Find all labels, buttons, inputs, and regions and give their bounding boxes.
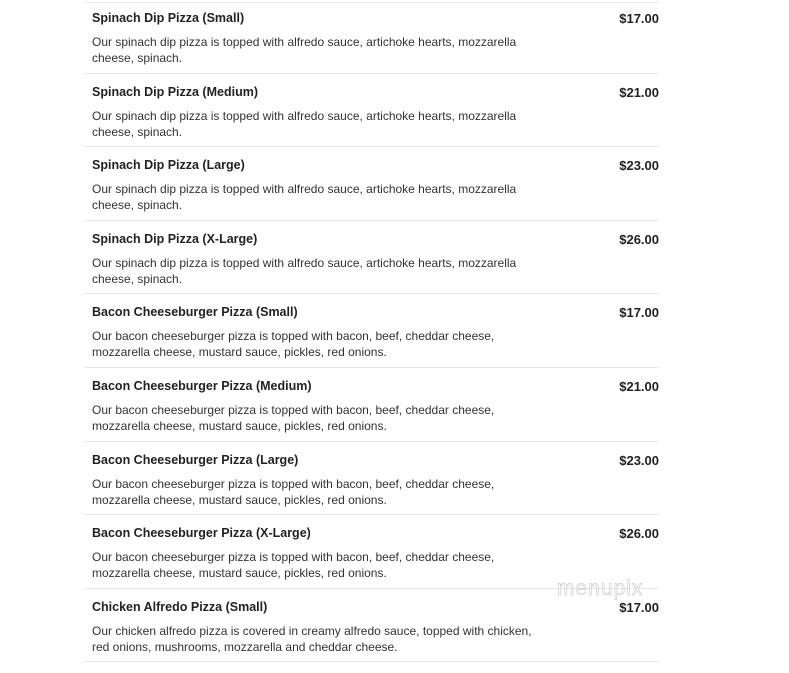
menu-item[interactable]: [84, 147, 659, 221]
menu-item[interactable]: [84, 368, 659, 442]
item-description: Our bacon cheeseburger pizza is topped with bacon, beef, cheddar cheese, mozzarella cheese, mustard sauce, pickles, red onions.: [92, 476, 495, 507]
item-name: Bacon Cheeseburger Pizza (Large): [92, 452, 299, 467]
item-description: Our spinach dip pizza is topped with alfredo sauce, artichoke hearts, mozzarella cheese, spinach.: [92, 255, 517, 286]
menu-item[interactable]: [84, 442, 659, 516]
item-description: Our spinach dip pizza is topped with alfredo sauce, artichoke hearts, mozzarella cheese, spinach.: [92, 182, 517, 213]
item-name: Spinach Dip Pizza (X-Large): [92, 231, 258, 246]
item-description: Our chicken alfredo pizza is covered in creamy alfredo sauce, topped with chicken, red onions, mushrooms, mozzarella and cheddar cheese.: [92, 623, 532, 654]
item-description: Our spinach dip pizza is topped with alfredo sauce, artichoke hearts, mozzarella cheese, spinach.: [92, 35, 517, 65]
item-price: $26.00: [619, 526, 659, 542]
watermark-logo: menupix: [557, 577, 644, 600]
item-name: Spinach Dip Pizza (Medium): [92, 84, 258, 99]
menu-item[interactable]: [84, 294, 659, 368]
item-description: Our bacon cheeseburger pizza is topped with bacon, beef, cheddar cheese, mozzarella cheese, mustard sauce, pickles, red onions.: [92, 329, 495, 360]
item-name: Bacon Cheeseburger Pizza (Small): [92, 305, 298, 320]
item-price: $17.00: [619, 11, 659, 26]
item-price: $17.00: [619, 599, 659, 615]
item-description: Our bacon cheeseburger pizza is topped with bacon, beef, cheddar cheese, mozzarella cheese, mustard sauce, pickles, red onions.: [92, 402, 495, 433]
item-name: Spinach Dip Pizza (Large): [92, 158, 245, 173]
item-name: Bacon Cheeseburger Pizza (X-Large): [92, 526, 311, 541]
item-description: Our spinach dip pizza is topped with alfredo sauce, artichoke hearts, mozzarella cheese, spinach.: [92, 108, 517, 139]
item-price: $21.00: [619, 84, 659, 100]
item-price: $17.00: [619, 305, 659, 321]
menu-item[interactable]: [84, 221, 659, 295]
item-name: Bacon Cheeseburger Pizza (Medium): [92, 378, 312, 393]
item-price: $23.00: [619, 158, 659, 174]
menu-list: [84, 0, 659, 662]
item-name: Spinach Dip Pizza (Small): [92, 11, 245, 25]
menu-item[interactable]: [84, 0, 659, 74]
item-price: $21.00: [619, 378, 659, 394]
item-description: Our bacon cheeseburger pizza is topped with bacon, beef, cheddar cheese, mozzarella cheese, mustard sauce, pickles, red onions.: [92, 550, 495, 581]
item-price: $23.00: [619, 452, 659, 468]
menu-item[interactable]: [84, 74, 659, 148]
item-price: $26.00: [619, 231, 659, 247]
item-name: Chicken Alfredo Pizza (Small): [92, 599, 268, 614]
